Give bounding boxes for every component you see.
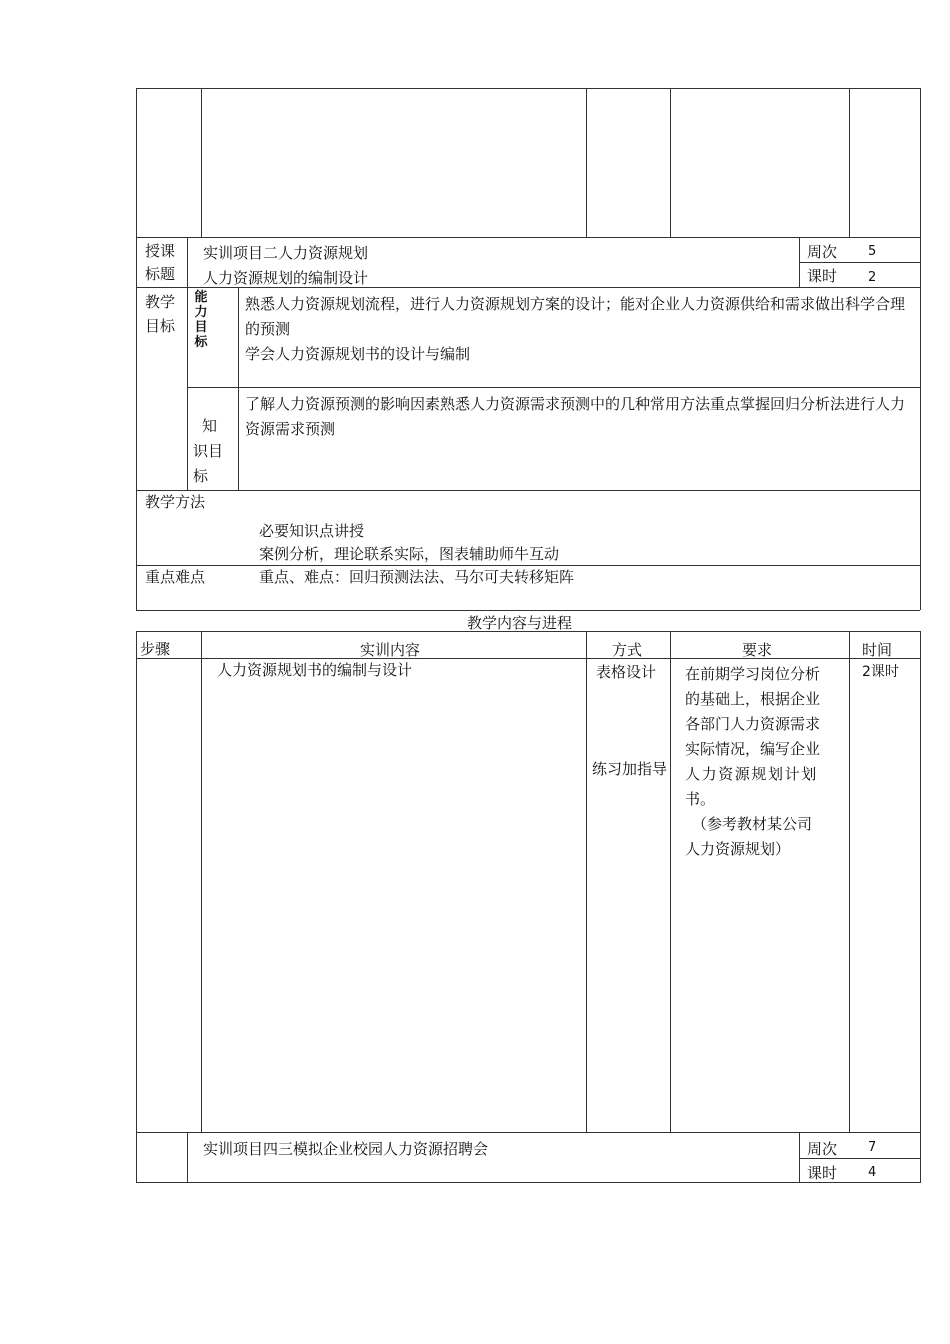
knowledge-label: 知识目标 xyxy=(193,417,224,485)
week-value: 5 xyxy=(868,244,877,259)
content-caption: 教学内容与进程 xyxy=(467,614,573,632)
bottom-title: 实训项目四三模拟企业校园人力资源招聘会 xyxy=(203,1140,489,1158)
header-requirement: 要求 xyxy=(742,641,773,659)
row-method-2: 练习加指导 xyxy=(592,760,668,778)
bottom-hours-label: 课时 xyxy=(807,1164,838,1182)
header-method: 方式 xyxy=(612,641,643,659)
ability-label: 能力目标 xyxy=(194,290,208,350)
req-line: （参考教材某公司 xyxy=(692,815,813,833)
ability-text-1: 熟悉人力资源规划流程，进行人力资源规划方案的设计；能对企业人力资源供给和需求做出科学合理的预测 xyxy=(245,295,906,338)
week-label: 周次 xyxy=(807,243,838,261)
bottom-week-label: 周次 xyxy=(807,1140,838,1158)
req-line: 各部门人力资源需求 xyxy=(685,715,821,733)
bottom-week-value: 7 xyxy=(868,1140,877,1155)
knowledge-text: 了解人力资源预测的影响因素熟悉人力资源需求预测中的几种常用方法重点掌握回归分析法进行人力资源需求预测 xyxy=(245,395,906,438)
course-title-line1: 实训项目二人力资源规划 xyxy=(203,244,369,262)
row-time: 2课时 xyxy=(862,664,899,680)
header-step: 步骤 xyxy=(140,640,171,658)
req-line: 书。 xyxy=(685,790,716,808)
method-line1: 必要知识点讲授 xyxy=(259,522,365,540)
header-content: 实训内容 xyxy=(360,641,421,659)
req-line: 实际情况，编写企业 xyxy=(685,740,821,758)
header-time: 时间 xyxy=(862,641,893,659)
req-line: 人力资源规划计划 xyxy=(685,765,818,783)
method-label: 教学方法 xyxy=(145,493,206,511)
row-content: 人力资源规划书的编制与设计 xyxy=(217,661,413,679)
method-line2: 案例分析，理论联系实际，图表辅助师牛互动 xyxy=(259,545,560,563)
hours-value: 2 xyxy=(868,270,877,285)
hours-label: 课时 xyxy=(807,267,838,285)
goals-label: 教学目标 xyxy=(145,293,176,335)
row-method-1: 表格设计 xyxy=(596,663,657,681)
req-line: 的基础上，根据企业 xyxy=(685,690,821,708)
course-title-line2: 人力资源规划的编制设计 xyxy=(203,269,369,287)
bottom-hours-value: 4 xyxy=(868,1165,877,1180)
req-line: 人力资源规划） xyxy=(685,840,791,858)
ability-text-2: 学会人力资源规划书的设计与编制 xyxy=(245,345,471,363)
course-label: 授课标题 xyxy=(145,242,176,283)
req-line: 在前期学习岗位分析 xyxy=(685,665,821,683)
key-text: 重点、难点：回归预测法法、马尔可夫转移矩阵 xyxy=(259,568,575,586)
key-label: 重点难点 xyxy=(145,568,206,586)
